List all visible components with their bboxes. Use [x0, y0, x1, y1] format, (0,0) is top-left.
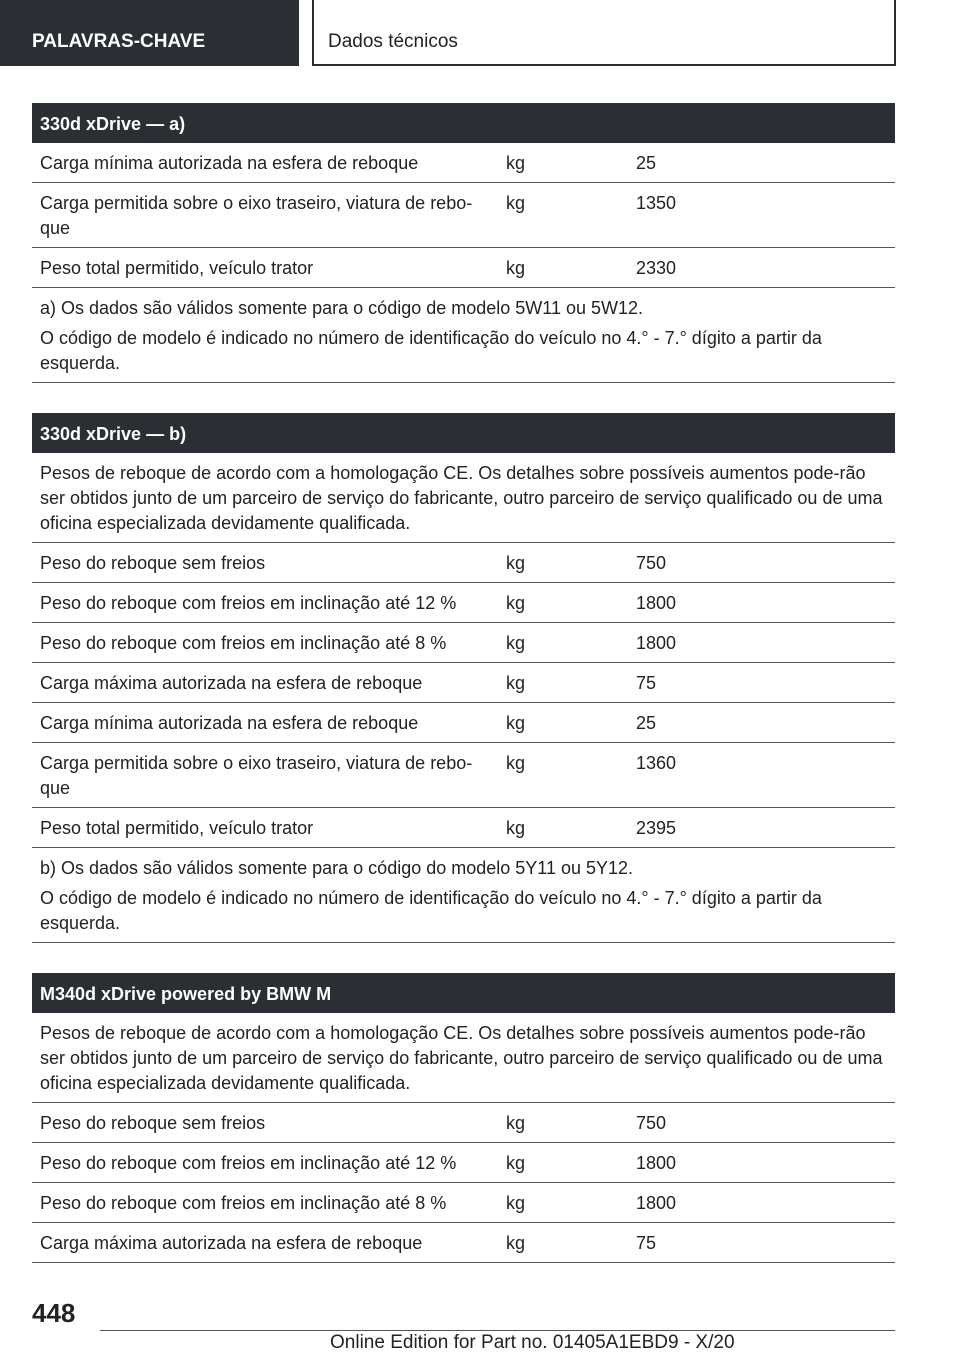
row-unit: kg	[506, 753, 526, 773]
table-row	[32, 1143, 895, 1183]
row-label: Carga máxima autorizada na esfera de reboque	[40, 673, 423, 693]
row-value: 2330	[636, 258, 677, 278]
footnote-line: b) Os dados são válidos somente para o código do modelo 5Y11 ou 5Y12.	[40, 858, 634, 878]
footnote	[32, 848, 895, 943]
table-row	[32, 808, 895, 848]
row-unit: kg	[506, 818, 526, 838]
footnote-line: a) Os dados são válidos somente para o código de modelo 5W11 ou 5W12.	[40, 298, 644, 318]
row-label: Carga permitida sobre o eixo traseiro, viatura de rebo-que	[40, 193, 473, 238]
row-label: Peso total permitido, veículo trator	[40, 258, 314, 278]
row-value: 1800	[636, 633, 677, 653]
row-label: Carga máxima autorizada na esfera de reboque	[40, 1233, 423, 1253]
row-unit: kg	[506, 153, 526, 173]
row-label: Peso do reboque sem freios	[40, 1113, 266, 1133]
table-row	[32, 703, 895, 743]
row-unit: kg	[506, 633, 526, 653]
table-row	[32, 1223, 895, 1263]
row-value: 1800	[636, 593, 677, 613]
main-content	[32, 103, 895, 1293]
row-value: 750	[636, 553, 667, 573]
table-row	[32, 1183, 895, 1223]
row-unit: kg	[506, 1153, 526, 1173]
table-row	[32, 743, 895, 808]
row-value: 1350	[636, 193, 677, 213]
intro-paragraph: Pesos de reboque de acordo com a homologação CE. Os detalhes sobre possíveis aumentos pode-rão ser obtidos junto de um parceiro de serviço do fabricante, outro parceiro de serviço qualificado ou de uma oficina especializada devidamente qualificada.	[32, 1013, 895, 1103]
section-title-tab[interactable]: Dados técnicos	[312, 0, 896, 66]
row-label: Peso do reboque com freios em inclinação até 12 %	[40, 1153, 457, 1173]
footnote-line: O código de modelo é indicado no número de identificação do veículo no 4.° - 7.° dígito a partir da esquerda.	[40, 888, 822, 933]
row-label: Carga mínima autorizada na esfera de reboque	[40, 153, 419, 173]
page-number: 448	[32, 1298, 76, 1328]
row-label: Carga mínima autorizada na esfera de reboque	[40, 713, 419, 733]
row-unit: kg	[506, 1233, 526, 1253]
footnote	[32, 288, 895, 383]
footer-divider	[100, 1330, 895, 1331]
row-unit: kg	[506, 1193, 526, 1213]
keywords-tab[interactable]: PALAVRAS-CHAVE	[0, 0, 299, 66]
row-label: Carga permitida sobre o eixo traseiro, viatura de rebo-que	[40, 753, 473, 798]
row-value: 75	[636, 1233, 657, 1253]
table-row	[32, 663, 895, 703]
row-unit: kg	[506, 673, 526, 693]
section-header: 330d xDrive — a)	[32, 103, 895, 143]
row-label: Peso do reboque com freios em inclinação até 8 %	[40, 1193, 447, 1213]
row-value: 2395	[636, 818, 677, 838]
table-row	[32, 183, 895, 248]
footnote-line: O código de modelo é indicado no número de identificação do veículo no 4.° - 7.° dígito a partir da esquerda.	[40, 328, 822, 373]
table-row	[32, 543, 895, 583]
row-value: 25	[636, 153, 657, 173]
page-header	[0, 0, 960, 66]
section-header: M340d xDrive powered by BMW M	[32, 973, 895, 1013]
row-unit: kg	[506, 713, 526, 733]
row-unit: kg	[506, 1113, 526, 1133]
section-header: 330d xDrive — b)	[32, 413, 895, 453]
row-label: Peso total permitido, veículo trator	[40, 818, 314, 838]
table-row	[32, 583, 895, 623]
row-unit: kg	[506, 593, 526, 613]
intro-paragraph: Pesos de reboque de acordo com a homologação CE. Os detalhes sobre possíveis aumentos pode-rão ser obtidos junto de um parceiro de serviço do fabricante, outro parceiro de serviço qualificado ou de uma oficina especializada devidamente qualificada.	[32, 453, 895, 543]
table-row	[32, 623, 895, 663]
row-value: 1360	[636, 753, 677, 773]
table-row	[32, 248, 895, 288]
row-label: Peso do reboque com freios em inclinação até 12 %	[40, 593, 457, 613]
edition-footer: Online Edition for Part no. 01405A1EBD9 - X/20	[330, 1332, 735, 1353]
row-value: 750	[636, 1113, 667, 1133]
section-330d-xdrive-b	[32, 413, 895, 943]
table-row	[32, 1103, 895, 1143]
row-value: 1800	[636, 1193, 677, 1213]
row-value: 25	[636, 713, 657, 733]
row-unit: kg	[506, 258, 526, 278]
row-unit: kg	[506, 553, 526, 573]
row-label: Peso do reboque sem freios	[40, 553, 266, 573]
section-330d-xdrive-a	[32, 103, 895, 383]
table-row	[32, 143, 895, 183]
row-unit: kg	[506, 193, 526, 213]
row-value: 75	[636, 673, 657, 693]
section-m340d-xdrive	[32, 973, 895, 1263]
row-value: 1800	[636, 1153, 677, 1173]
row-label: Peso do reboque com freios em inclinação até 8 %	[40, 633, 447, 653]
